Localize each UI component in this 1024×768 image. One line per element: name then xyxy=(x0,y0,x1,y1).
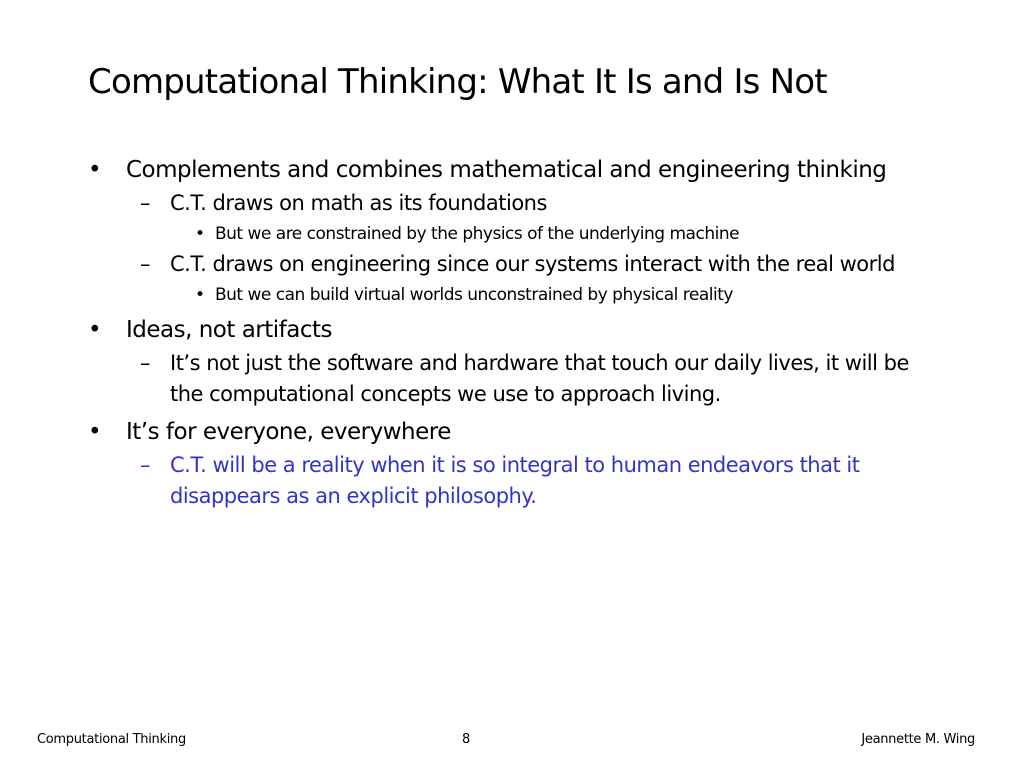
bullet-marker: • xyxy=(88,157,102,183)
bullet-marker: • xyxy=(88,419,102,445)
bullet-marker: • xyxy=(195,285,205,305)
sub-bullet-engineering xyxy=(140,249,940,280)
bullet-marker: • xyxy=(88,317,102,343)
bullet-complements xyxy=(88,154,906,186)
sub-bullet-reality xyxy=(140,450,940,512)
sub-bullet-text: It’s not just the software and hardware that touch our daily lives, it will be the computational concepts we use to approach living. xyxy=(170,351,909,406)
sub-bullet-software xyxy=(140,348,940,410)
sub-bullet-text: C.T. draws on math as its foundations xyxy=(170,191,547,215)
bullet-ideas xyxy=(88,314,906,346)
slide-title: Computational Thinking: What It Is and Is Not xyxy=(88,62,827,102)
dash-marker: – xyxy=(140,351,150,375)
bullet-marker: • xyxy=(195,224,205,244)
bullet-everyone xyxy=(88,416,906,448)
sub-bullet-text: C.T. will be a reality when it is so integral to human endeavors that it disappears as an explicit philosophy. xyxy=(170,453,860,508)
dash-marker: – xyxy=(140,191,150,215)
dash-marker: – xyxy=(140,453,150,477)
page-number: 8 xyxy=(462,732,470,747)
sub-sub-bullet-physics xyxy=(195,221,935,247)
sub-sub-bullet-virtual-worlds xyxy=(195,282,935,308)
sub-bullet-text: C.T. draws on engineering since our systems interact with the real world xyxy=(170,252,895,276)
footer-author: Jeannette M. Wing xyxy=(861,732,975,747)
sub-bullet-math xyxy=(140,188,940,219)
footer-left: Computational Thinking xyxy=(37,732,186,747)
dash-marker: – xyxy=(140,252,150,276)
bullet-text: It’s for everyone, everywhere xyxy=(126,419,451,445)
slide-body xyxy=(0,150,1024,512)
bullet-text: Ideas, not artifacts xyxy=(126,317,333,343)
bullet-text: Complements and combines mathematical and engineering thinking xyxy=(126,157,887,183)
sub-sub-bullet-text: But we can build virtual worlds unconstrained by physical reality xyxy=(215,285,733,305)
sub-sub-bullet-text: But we are constrained by the physics of the underlying machine xyxy=(215,224,740,244)
